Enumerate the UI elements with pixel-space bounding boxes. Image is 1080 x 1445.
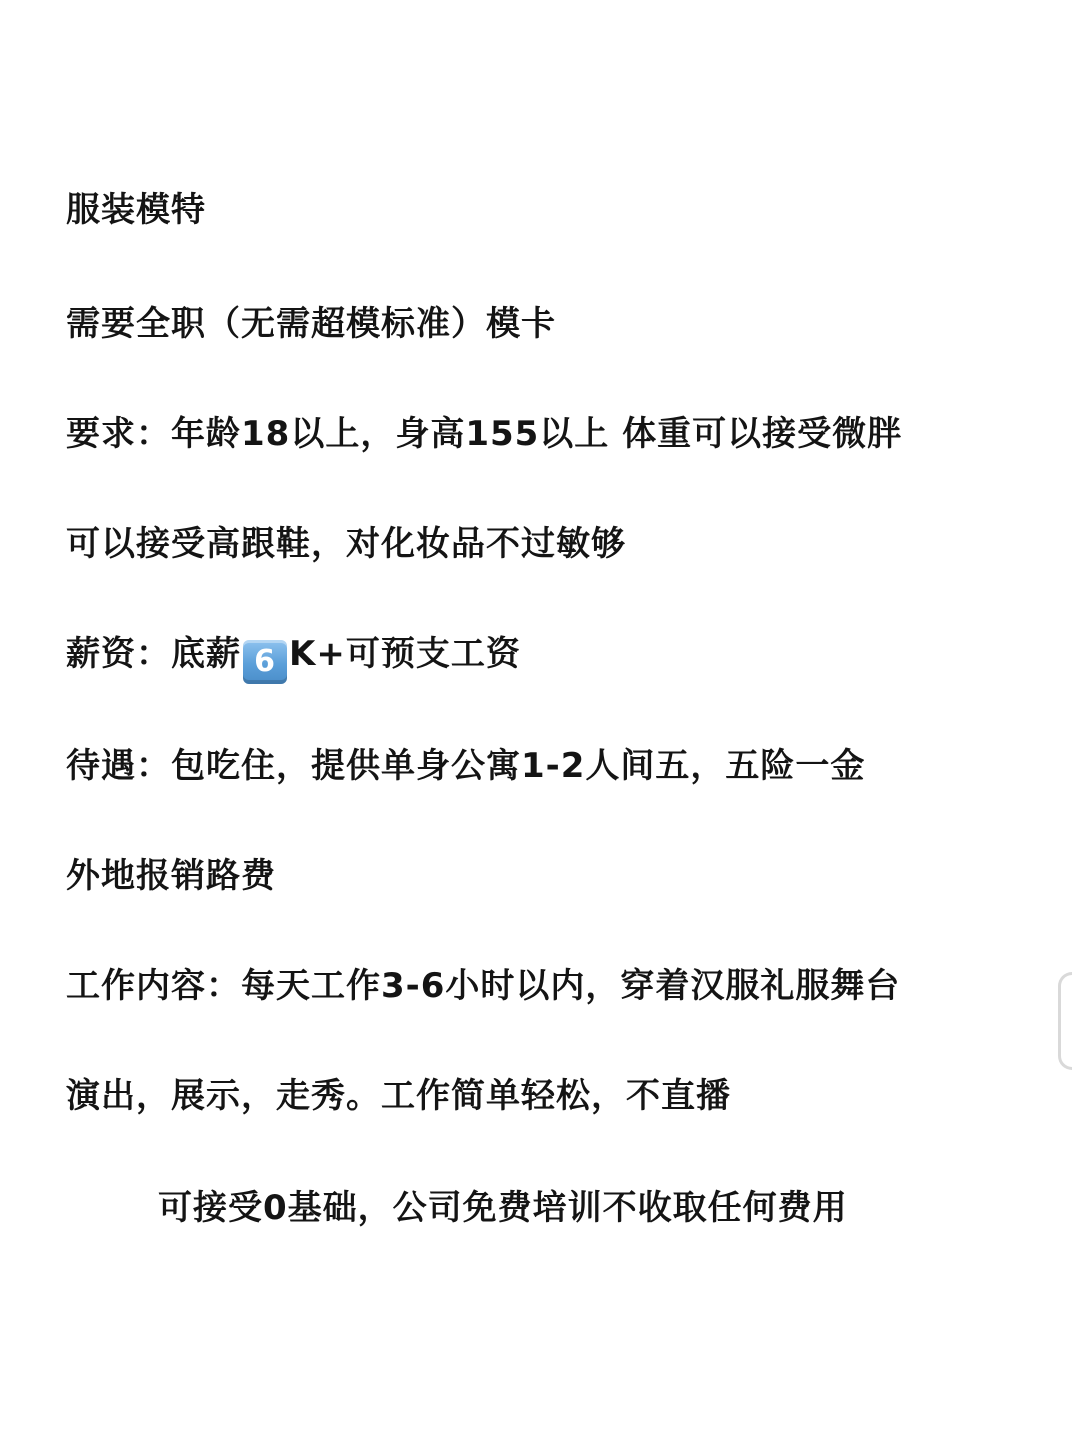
note-line-heels: 可以接受高跟鞋，对化妆品不过敏够	[66, 524, 626, 564]
note-title: 服装模特	[66, 190, 206, 230]
salary-prefix: 薪资：底薪	[66, 634, 241, 674]
note-line-fulltime: 需要全职（无需超模标准）模卡	[66, 304, 556, 344]
scroll-handle[interactable]	[1058, 972, 1072, 1070]
note-line-training: 可接受0基础，公司免费培训不收取任何费用	[158, 1188, 848, 1228]
note-line-performance: 演出，展示，走秀。工作简单轻松，不直播	[66, 1076, 731, 1116]
note-line-requirements: 要求：年龄18以上，身高155以上 体重可以接受微胖	[66, 414, 903, 454]
keycap-six-icon: 6	[243, 640, 287, 684]
salary-suffix: K+可预支工资	[289, 634, 521, 674]
note-line-benefits: 待遇：包吃住，提供单身公寓1-2人间五，五险一金	[66, 746, 866, 786]
note-line-salary	[66, 630, 521, 678]
note-line-work-content: 工作内容：每天工作3-6小时以内，穿着汉服礼服舞台	[66, 966, 901, 1006]
note-line-travel: 外地报销路费	[66, 856, 276, 896]
